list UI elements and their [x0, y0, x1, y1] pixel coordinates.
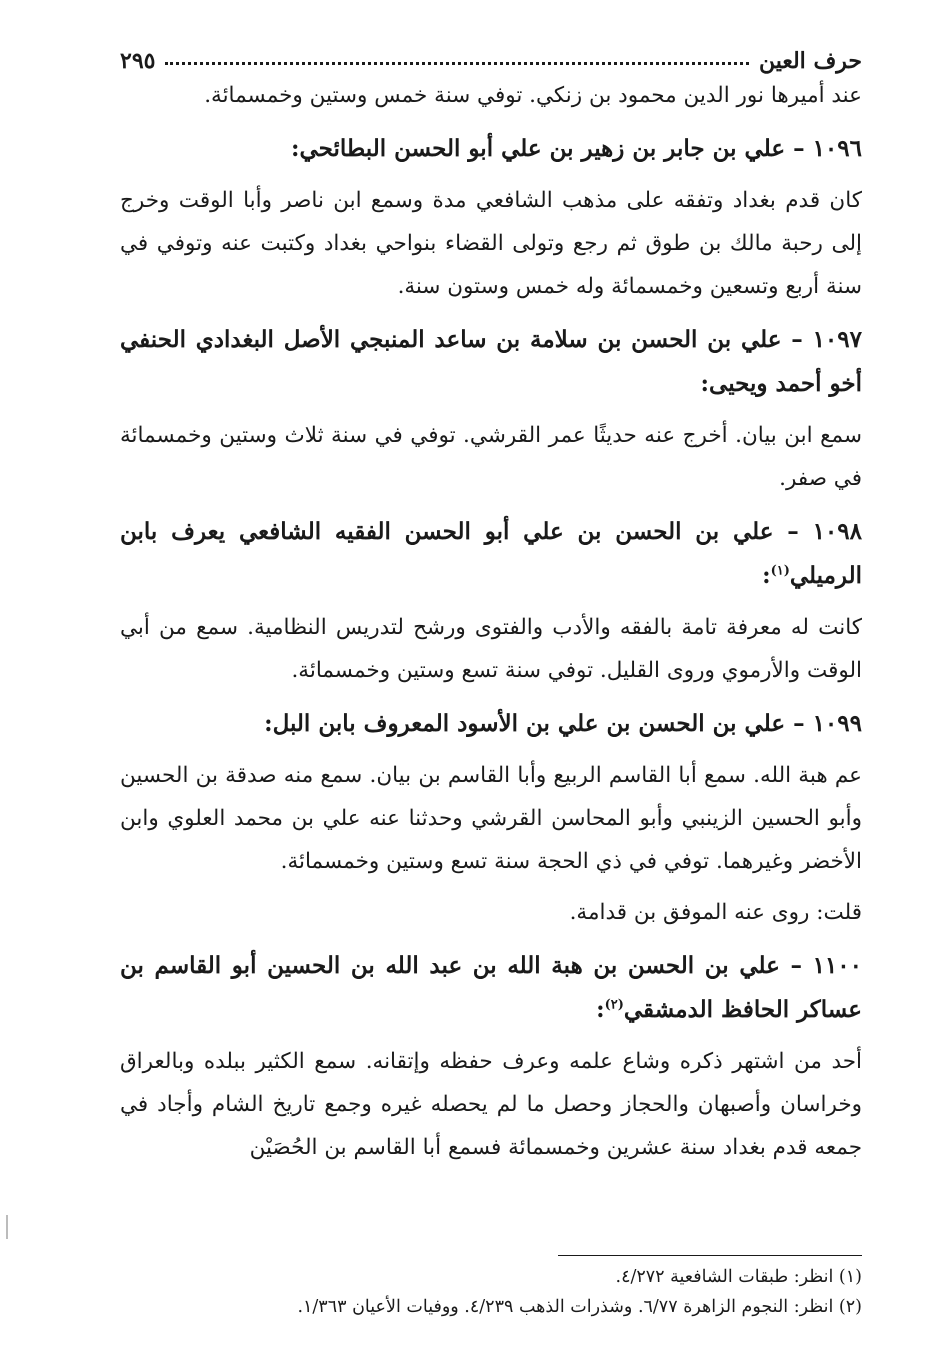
entry-1100: [120, 944, 862, 1169]
entry-1098: [120, 510, 862, 692]
entry-body: أحد من اشتهر ذكره وشاع علمه وعرف حفظه وإتقانه. سمع الكثير ببلده وبالعراق وخراسان وأصبهان والحجاز وحصل ما لم يحصله غيره وجمع تاريخ الشام وأجاد في جمعه قدم بغداد سنة عشرين وخمسمائة فسمع أبا القاسم بن الحُصَيْن: [120, 1049, 862, 1160]
heading-colon: :: [762, 562, 771, 589]
entry-heading: ١٠٩٩ – علي بن الحسن بن علي بن الأسود المعروف بابن البل:: [264, 710, 862, 737]
heading-colon: :: [596, 996, 605, 1023]
entry-body: كانت له معرفة تامة بالفقه والأدب والفتوى ورشح لتدريس النظامية. سمع من أبي الوقت والأرموي وروى القليل. توفي سنة تسع وستين وخمسمائة.: [120, 615, 862, 683]
entry-heading: ١٠٩٦ – علي بن جابر بن زهير بن علي أبو الحسن البطائحي:: [291, 135, 862, 162]
entry-1097: [120, 318, 862, 500]
entry-1096: [120, 127, 862, 308]
footnotes: [120, 1262, 862, 1322]
entry-heading: [120, 510, 862, 598]
entry-heading-text: ١١٠٠ – علي بن الحسن بن هبة الله بن عبد الله بن الحسين أبو القاسم بن عساكر الحافظ الدمشقي: [120, 952, 862, 1023]
entry-heading: ١٠٩٧ – علي بن الحسن بن سلامة بن ساعد المنبجي الأصل البغدادي الحنفي أخو أحمد ويحيى:: [120, 326, 862, 397]
running-header: [120, 30, 862, 74]
footnote-2: (٢) انظر: النجوم الزاهرة ٦/٧٧. وشذرات الذهب ٤/٢٣٩. ووفيات الأعيان ١/٣٦٣.: [297, 1297, 862, 1317]
footnote-ref[interactable]: (٢): [604, 997, 624, 1013]
page-content: [120, 30, 862, 1169]
entry-heading: [120, 944, 862, 1032]
footnote-divider: [558, 1255, 862, 1256]
margin-mark: [6, 1215, 8, 1239]
page-number: ٢٩٥: [120, 48, 156, 74]
footnote-ref[interactable]: (١): [770, 563, 790, 579]
editor-note: قلت: روى عنه الموفق بن قدامة.: [569, 900, 862, 925]
header-title: حرف العين: [758, 48, 862, 74]
entry-body: سمع ابن بيان. أخرج عنه حديثًا عمر القرشي. توفي في سنة ثلاث وستين وخمسمائة في صفر.: [120, 423, 862, 491]
carry-over-text: عند أميرها نور الدين محمود بن زنكي. توفي سنة خمس وستين وخمسمائة.: [204, 83, 862, 108]
entry-heading-text: ١٠٩٨ – علي بن الحسن بن علي أبو الحسن الفقيه الشافعي يعرف بابن الرميلي: [120, 518, 862, 589]
entry-body: عم هبة الله. سمع أبا القاسم الربيع وأبا القاسم بن بيان. سمع منه صدقة بن الحسين وأبو الحسين الزينبي وأبو المحاسن القرشي وحدثنا عنه علي بن محمد العلوي وابن الأخضر وغيرهما. توفي في ذي الحجة سنة تسع وستين وخمسمائة.: [120, 763, 862, 874]
entry-body: كان قدم بغداد وتفقه على مذهب الشافعي مدة وسمع ابن ناصر وأبا الوقت وخرج إلى رحبة مالك بن طوق ثم رجع وتولى القضاء بنواحي بغداد وكتبت عنه وتوفي في سنة أربع وتسعين وخمسمائة وله خمس وستون سنة.: [120, 188, 862, 299]
entry-1099: [120, 702, 862, 934]
footnote-1: (١) انظر: طبقات الشافعية ٤/٢٧٢.: [615, 1267, 862, 1287]
leader-dots: [165, 62, 749, 65]
